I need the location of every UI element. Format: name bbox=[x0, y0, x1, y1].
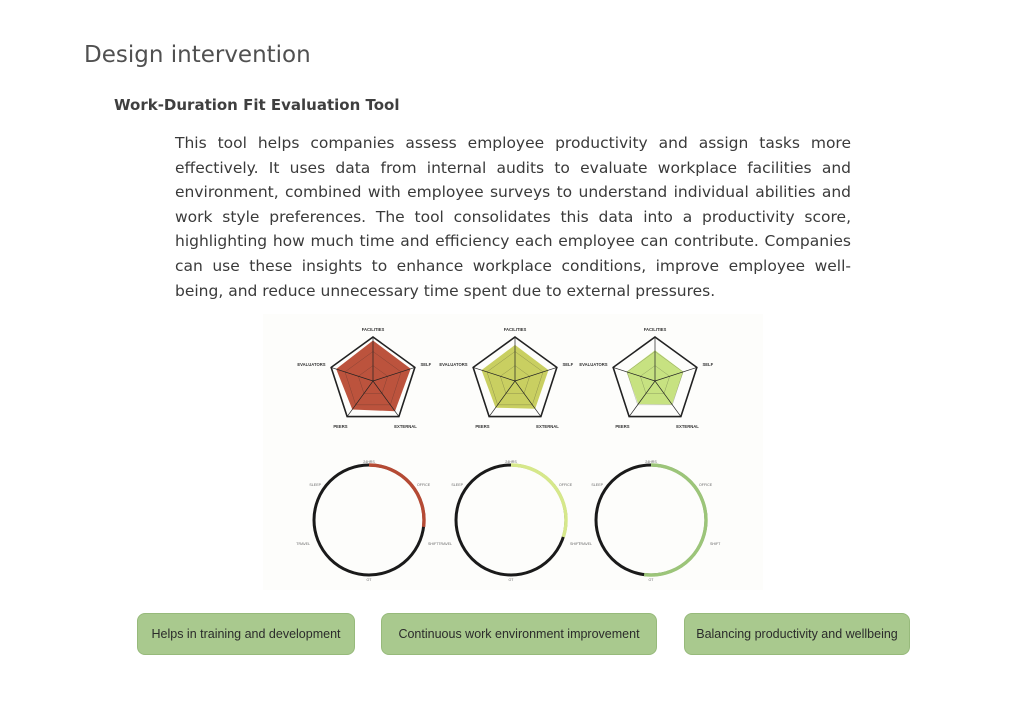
radar-axis-label: EXTERNAL bbox=[676, 424, 699, 430]
clock-label: TRAVEL bbox=[438, 541, 452, 546]
chip-wellbeing-label: Balancing productivity and wellbeing bbox=[696, 627, 898, 641]
chip-training[interactable] bbox=[137, 613, 355, 655]
clock-label: 24HRS bbox=[363, 460, 375, 464]
clock-arc bbox=[511, 465, 566, 537]
clock-label: TRAVEL bbox=[578, 541, 592, 546]
clock-label: OT bbox=[648, 578, 654, 582]
clock-label: SLEEP bbox=[309, 482, 321, 487]
clock-label: OFFICE bbox=[699, 482, 713, 487]
radar-axis-label: SELF bbox=[562, 361, 574, 367]
radar-axis-label: PEERS bbox=[333, 424, 348, 430]
radar-axis-label: EVALUATORS bbox=[579, 361, 608, 367]
clock-arc bbox=[644, 465, 706, 575]
radar-axis-label: EXTERNAL bbox=[394, 424, 417, 430]
clock-label: SHIFT bbox=[710, 541, 721, 546]
clock-label: SLEEP bbox=[591, 482, 603, 487]
radar-axis-label: FACILITIES bbox=[361, 327, 385, 332]
tool-description: This tool helps companies assess employee productivity and assign tasks more effectively. It uses data from internal audits to evaluate workplace facilities and environment, combined with employee surveys to understand individual abilities and work style preferences. The tool consolidates this data into a productivity score, highlighting how much time and efficiency each employee can contribute. Companies can use these insights to enhance workplace conditions, improve employee well-being, and reduce unnecessary time spent due to external pressures. bbox=[175, 134, 851, 300]
radar-axis-label: PEERS bbox=[615, 424, 630, 430]
clock-label: OT bbox=[366, 578, 372, 582]
section-title: Work-Duration Fit Evaluation Tool bbox=[114, 96, 400, 114]
radar-axis-label: EVALUATORS bbox=[439, 361, 468, 367]
radar-axis-label: SELF bbox=[702, 361, 714, 367]
clock-label: OT bbox=[508, 578, 514, 582]
benefit-chips bbox=[0, 613, 1024, 655]
chip-wellbeing[interactable] bbox=[684, 613, 910, 655]
clock-label: SHIFT bbox=[428, 541, 439, 546]
clock-label: SHIFT bbox=[570, 541, 581, 546]
clock-label: OFFICE bbox=[417, 482, 431, 487]
clock-arc bbox=[369, 465, 424, 527]
page-title: Design intervention bbox=[84, 42, 311, 68]
radar-axis-label: EVALUATORS bbox=[297, 361, 326, 367]
radar-axis-label: PEERS bbox=[475, 424, 490, 430]
radar-axis-label: FACILITIES bbox=[503, 327, 527, 332]
clock-label: 24HRS bbox=[505, 460, 517, 464]
chip-environment-label: Continuous work environment improvement bbox=[398, 627, 640, 641]
clock-label: SLEEP bbox=[451, 482, 463, 487]
clock-label: TRAVEL bbox=[296, 541, 310, 546]
radar-axis-label: FACILITIES bbox=[643, 327, 667, 332]
radar-axis-label: EXTERNAL bbox=[536, 424, 559, 430]
radar-axis-label: SELF bbox=[420, 361, 432, 367]
evaluation-diagram bbox=[263, 314, 763, 590]
chip-environment[interactable] bbox=[381, 613, 657, 655]
clock-label: OFFICE bbox=[559, 482, 573, 487]
clock-label: 24HRS bbox=[645, 460, 657, 464]
evaluation-figure bbox=[263, 314, 763, 590]
chip-training-label: Helps in training and development bbox=[151, 627, 341, 641]
